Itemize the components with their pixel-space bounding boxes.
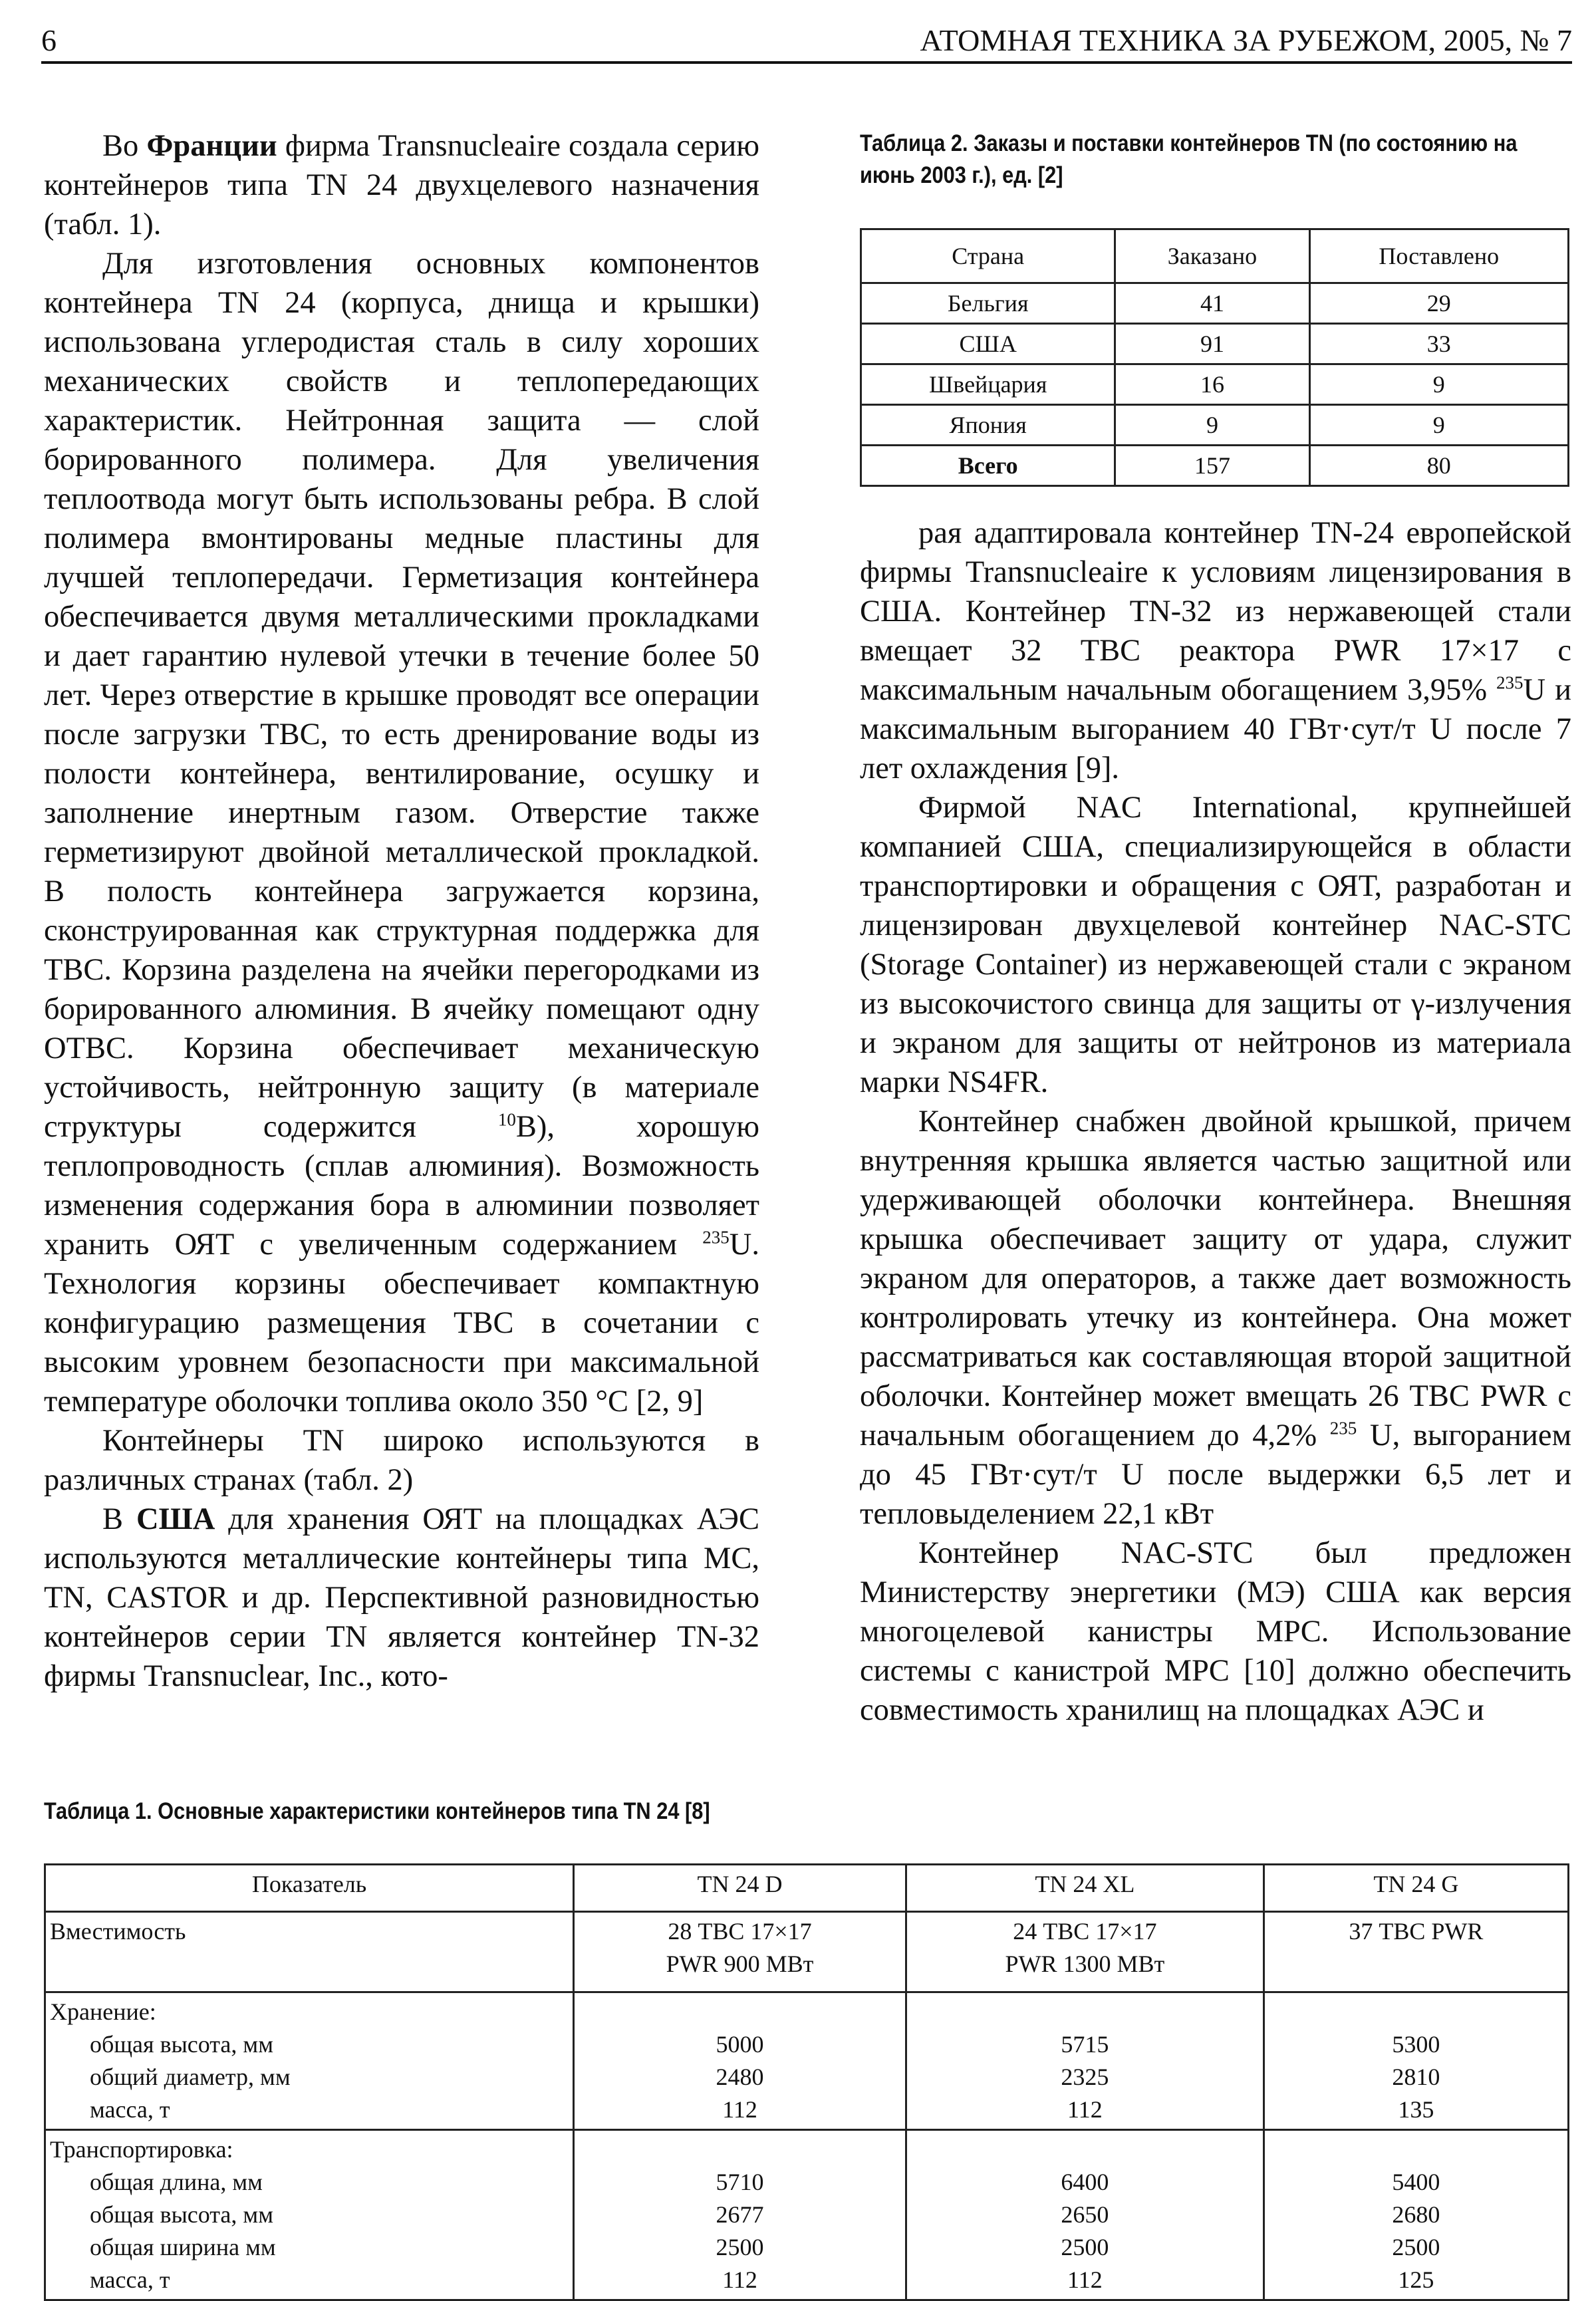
- table-cell: 9: [1115, 405, 1309, 446]
- paragraph: [44, 244, 759, 1421]
- paragraph: [44, 1500, 759, 1696]
- table-cell: 91: [1115, 324, 1309, 364]
- right-column-text: [860, 513, 1571, 1730]
- isotope-superscript: 10: [497, 1109, 516, 1130]
- table-cell: 9: [1309, 405, 1568, 446]
- table-cell: США: [861, 324, 1115, 364]
- paragraph: [860, 788, 1571, 1102]
- paragraph: [44, 126, 759, 244]
- paragraph: [860, 1534, 1571, 1730]
- value-cell: 2480: [716, 2064, 764, 2090]
- storage-section: [45, 1992, 1569, 2130]
- value-cell: 112: [1067, 2096, 1103, 2123]
- bold-country-name: Франции: [146, 129, 277, 163]
- text-run: Во: [102, 129, 147, 163]
- table-cell: 9: [1309, 364, 1568, 405]
- value-cell: 5300: [1392, 2031, 1440, 2058]
- table-cell: 33: [1309, 324, 1568, 364]
- value-column: [906, 2130, 1264, 2300]
- capacity-line: 24 ТВС 17×17: [1013, 1918, 1157, 1945]
- param-label: общий диаметр, мм: [90, 2064, 291, 2090]
- value-column: [574, 1992, 906, 2130]
- column-header: Поставлено: [1309, 229, 1568, 283]
- capacity-line: PWR 1300 МВт: [1005, 1951, 1165, 1977]
- table-row: [861, 283, 1569, 324]
- value-cell: 135: [1398, 2096, 1434, 2123]
- isotope-superscript: 235: [702, 1227, 730, 1248]
- value-column: [906, 1992, 1264, 2130]
- text-run: B), хорошую теплопроводность (сплав алюминия). Возможность изменения содержания бора в алюминии позволяет хранить ОЯТ с увеличенным содержанием: [44, 1110, 759, 1262]
- column-header: Заказано: [1115, 229, 1309, 283]
- table-cell: 41: [1115, 283, 1309, 324]
- value-cell: 5000: [716, 2031, 764, 2058]
- param-label: масса, т: [90, 2096, 170, 2123]
- paragraph: [860, 1102, 1571, 1534]
- value-column: [1264, 2130, 1568, 2300]
- capacity-line: 28 ТВС 17×17: [668, 1918, 812, 1945]
- text-run: Контейнер снабжен двойной крышкой, причем внутренняя крышка является частью защитной или удерживающей оболочки контейнера. Внешняя крышка обеспечивает защиту от удара, служит экраном для операторов, а также дает возможность контролировать утечку из контейнера. Она может рассматриваться как составляющая второй защитной оболочки. Контейнер может вмещать 26 ТВС PWR с начальным обогащением до 4,2%: [860, 1105, 1571, 1452]
- text-run: U и максимальным выгоранием 40 ГВт·сут/т U после 7 лет охлаждения [9].: [860, 673, 1571, 785]
- text-run: Фирмой NAC International, крупнейшей компанией США, специализирующейся в области транспортировки и обращения с ОЯТ, разработан и лицензирован двухцелевой контейнер NAC-STC (Storage Container) из нержавеющей стали с экраном из высокочистого свинца для защиты от γ-излучения и экраном для защиты от нейтронов из материала марки NS4FR.: [860, 791, 1571, 1099]
- spacer: [911, 2133, 1259, 2166]
- table-header-row: [45, 1865, 1569, 1912]
- table-row: [861, 324, 1569, 364]
- capacity-line: 37 ТВС PWR: [1349, 1918, 1484, 1945]
- section-title: Хранение:: [50, 1998, 156, 2025]
- journal-title: АТОМНАЯ ТЕХНИКА ЗА РУБЕЖОМ, 2005, № 7: [920, 23, 1572, 57]
- table-header-row: [861, 229, 1569, 283]
- table-cell: 80: [1309, 446, 1568, 486]
- spacer: [911, 1996, 1259, 2028]
- page-number: 6: [41, 23, 57, 57]
- table-cell: Бельгия: [861, 283, 1115, 324]
- param-label: общая высота, мм: [90, 2201, 273, 2228]
- capacity-line: PWR 900 МВт: [666, 1951, 814, 1977]
- capacity-cell: [1264, 1912, 1568, 1992]
- left-column-text: [44, 126, 759, 1696]
- text-run: U. Технология корзины обеспечивает компактную конфигурацию размещения ТВС в сочетании с высоким уровнем безопасности при максимальной температуре оболочки топлива около 350 °C [2, 9]: [44, 1228, 759, 1419]
- capacity-cell: [906, 1912, 1264, 1992]
- value-column: [1264, 1992, 1568, 2130]
- text-run: фирма Transnucleaire создала серию контейнеров типа TN 24 двухцелевого назначения (табл. 1).: [44, 129, 759, 241]
- table-row: [861, 364, 1569, 405]
- text-run: Контейнеры TN широко используются в различных странах (табл. 2): [44, 1424, 759, 1497]
- value-cell: 5710: [716, 2169, 764, 2195]
- value-cell: 125: [1398, 2266, 1434, 2293]
- text-run: Для изготовления основных компонентов контейнера TN 24 (корпуса, днища и крышки) использована углеродистая сталь в силу хороших механических свойств и теплопередающих характеристик. Нейтронная защита — слой борированного полимера. Для увеличения теплоотвода могут быть использованы ребра. В слой полимера вмонтированы медные пластины для лучшей теплопередачи. Герметизация контейнера обеспечивается двумя металлическими прокладками и дает гарантию нулевой утечки в течение более 50 лет. Через отверстие в крышке проводят все операции после загрузки ТВС, то есть дренирование воды из полости контейнера, вентилирование, осушку и заполнение инертным газом. Отверстие также герметизируют двойной металлической прокладкой. В полость контейнера загружается корзина, сконструированная как структурная поддержка для ТВС. Корзина разделена на ячейки перегородками из борированного алюминия. В ячейку помещают одну ОТВС. Корзина обеспечивает механическую устойчивость, нейтронную защиту (в материале структуры содержится: [44, 247, 759, 1144]
- capacity-cell: [574, 1912, 906, 1992]
- param-label: общая длина, мм: [90, 2169, 263, 2195]
- isotope-superscript: 235: [1496, 672, 1524, 693]
- param-label: масса, т: [90, 2266, 170, 2293]
- value-cell: 5715: [1061, 2031, 1109, 2058]
- table-cell: Швейцария: [861, 364, 1115, 405]
- column-header: Показатель: [45, 1865, 574, 1912]
- spacer: [1269, 1996, 1563, 2028]
- value-cell: 5400: [1392, 2169, 1440, 2195]
- value-cell: 2810: [1392, 2064, 1440, 2090]
- text-run: рая адаптировала контейнер TN-24 европейской фирмы Transnucleaire к условиям лицензирования в США. Контейнер TN-32 из нержавеющей стали вмещает 32 ТВС реактора PWR 17×17 с максимальным начальным обогащением 3,95%: [860, 516, 1571, 707]
- row-label: Вместимость: [45, 1912, 574, 1992]
- spacer: [579, 1996, 901, 2028]
- capacity-row: [45, 1912, 1569, 1992]
- table-row: [861, 446, 1569, 486]
- value-cell: 112: [722, 2266, 757, 2293]
- value-cell: 2325: [1061, 2064, 1109, 2090]
- param-label: общая высота, мм: [90, 2031, 273, 2058]
- column-header: Страна: [861, 229, 1115, 283]
- bold-country-name: США: [136, 1502, 215, 1536]
- table2-orders-deliveries: [860, 228, 1569, 487]
- value-cell: 2650: [1061, 2201, 1109, 2228]
- value-cell: 2500: [1061, 2234, 1109, 2260]
- value-cell: 112: [1067, 2266, 1103, 2293]
- table-cell: 16: [1115, 364, 1309, 405]
- table1-caption: Таблица 1. Основные характеристики контейнеров типа TN 24 [8]: [44, 1798, 710, 1824]
- value-cell: 2500: [1392, 2234, 1440, 2260]
- table-cell: Япония: [861, 405, 1115, 446]
- transport-section: [45, 2130, 1569, 2300]
- value-cell: 2677: [716, 2201, 764, 2228]
- value-cell: 6400: [1061, 2169, 1109, 2195]
- isotope-superscript: 235: [1329, 1418, 1357, 1438]
- column-header: TN 24 XL: [906, 1865, 1264, 1912]
- text-run: U, выгоранием до 45 ГВт·сут/т U после выдержки 6,5 лет и тепловыделением 22,1 кВт: [860, 1419, 1571, 1531]
- paragraph: [44, 1421, 759, 1500]
- param-label: общая ширина мм: [90, 2234, 276, 2260]
- table-cell: 157: [1115, 446, 1309, 486]
- text-run: Контейнер NAC-STC был предложен Министерству энергетики (МЭ) США как версия многоцелевой канистры MPC. Использование системы с канистрой MPC [10] должно обеспечить совместимость хранилищ на площадках АЭС и: [860, 1536, 1571, 1727]
- spacer: [1269, 2133, 1563, 2166]
- table-cell: Всего: [861, 446, 1115, 486]
- column-header: TN 24 D: [574, 1865, 906, 1912]
- value-column: [574, 2130, 906, 2300]
- value-cell: 2500: [716, 2234, 764, 2260]
- value-cell: 2680: [1392, 2201, 1440, 2228]
- value-cell: 112: [722, 2096, 757, 2123]
- section-title: Транспортировка:: [50, 2136, 233, 2163]
- page-header: [41, 23, 1572, 64]
- text-run: для хранения ОЯТ на площадках АЭС используются металлические контейнеры типа MC, TN, CASTOR и др. Перспективной разновидностью контейнеров серии TN является контейнер TN-32 фирмы Transnuclear, Inc., кото-: [44, 1502, 760, 1693]
- section-labels: [45, 2130, 574, 2300]
- spacer: [579, 2133, 901, 2166]
- text-run: В: [102, 1502, 137, 1536]
- table-cell: 29: [1309, 283, 1568, 324]
- column-header: TN 24 G: [1264, 1865, 1568, 1912]
- paragraph: [860, 513, 1571, 788]
- table1-tn24-characteristics: [44, 1863, 1569, 2301]
- table-row: [861, 405, 1569, 446]
- section-labels: [45, 1992, 574, 2130]
- table2-caption: Таблица 2. Заказы и поставки контейнеров TN (по состоянию на июнь 2003 г.), ед. [2]: [860, 130, 1518, 188]
